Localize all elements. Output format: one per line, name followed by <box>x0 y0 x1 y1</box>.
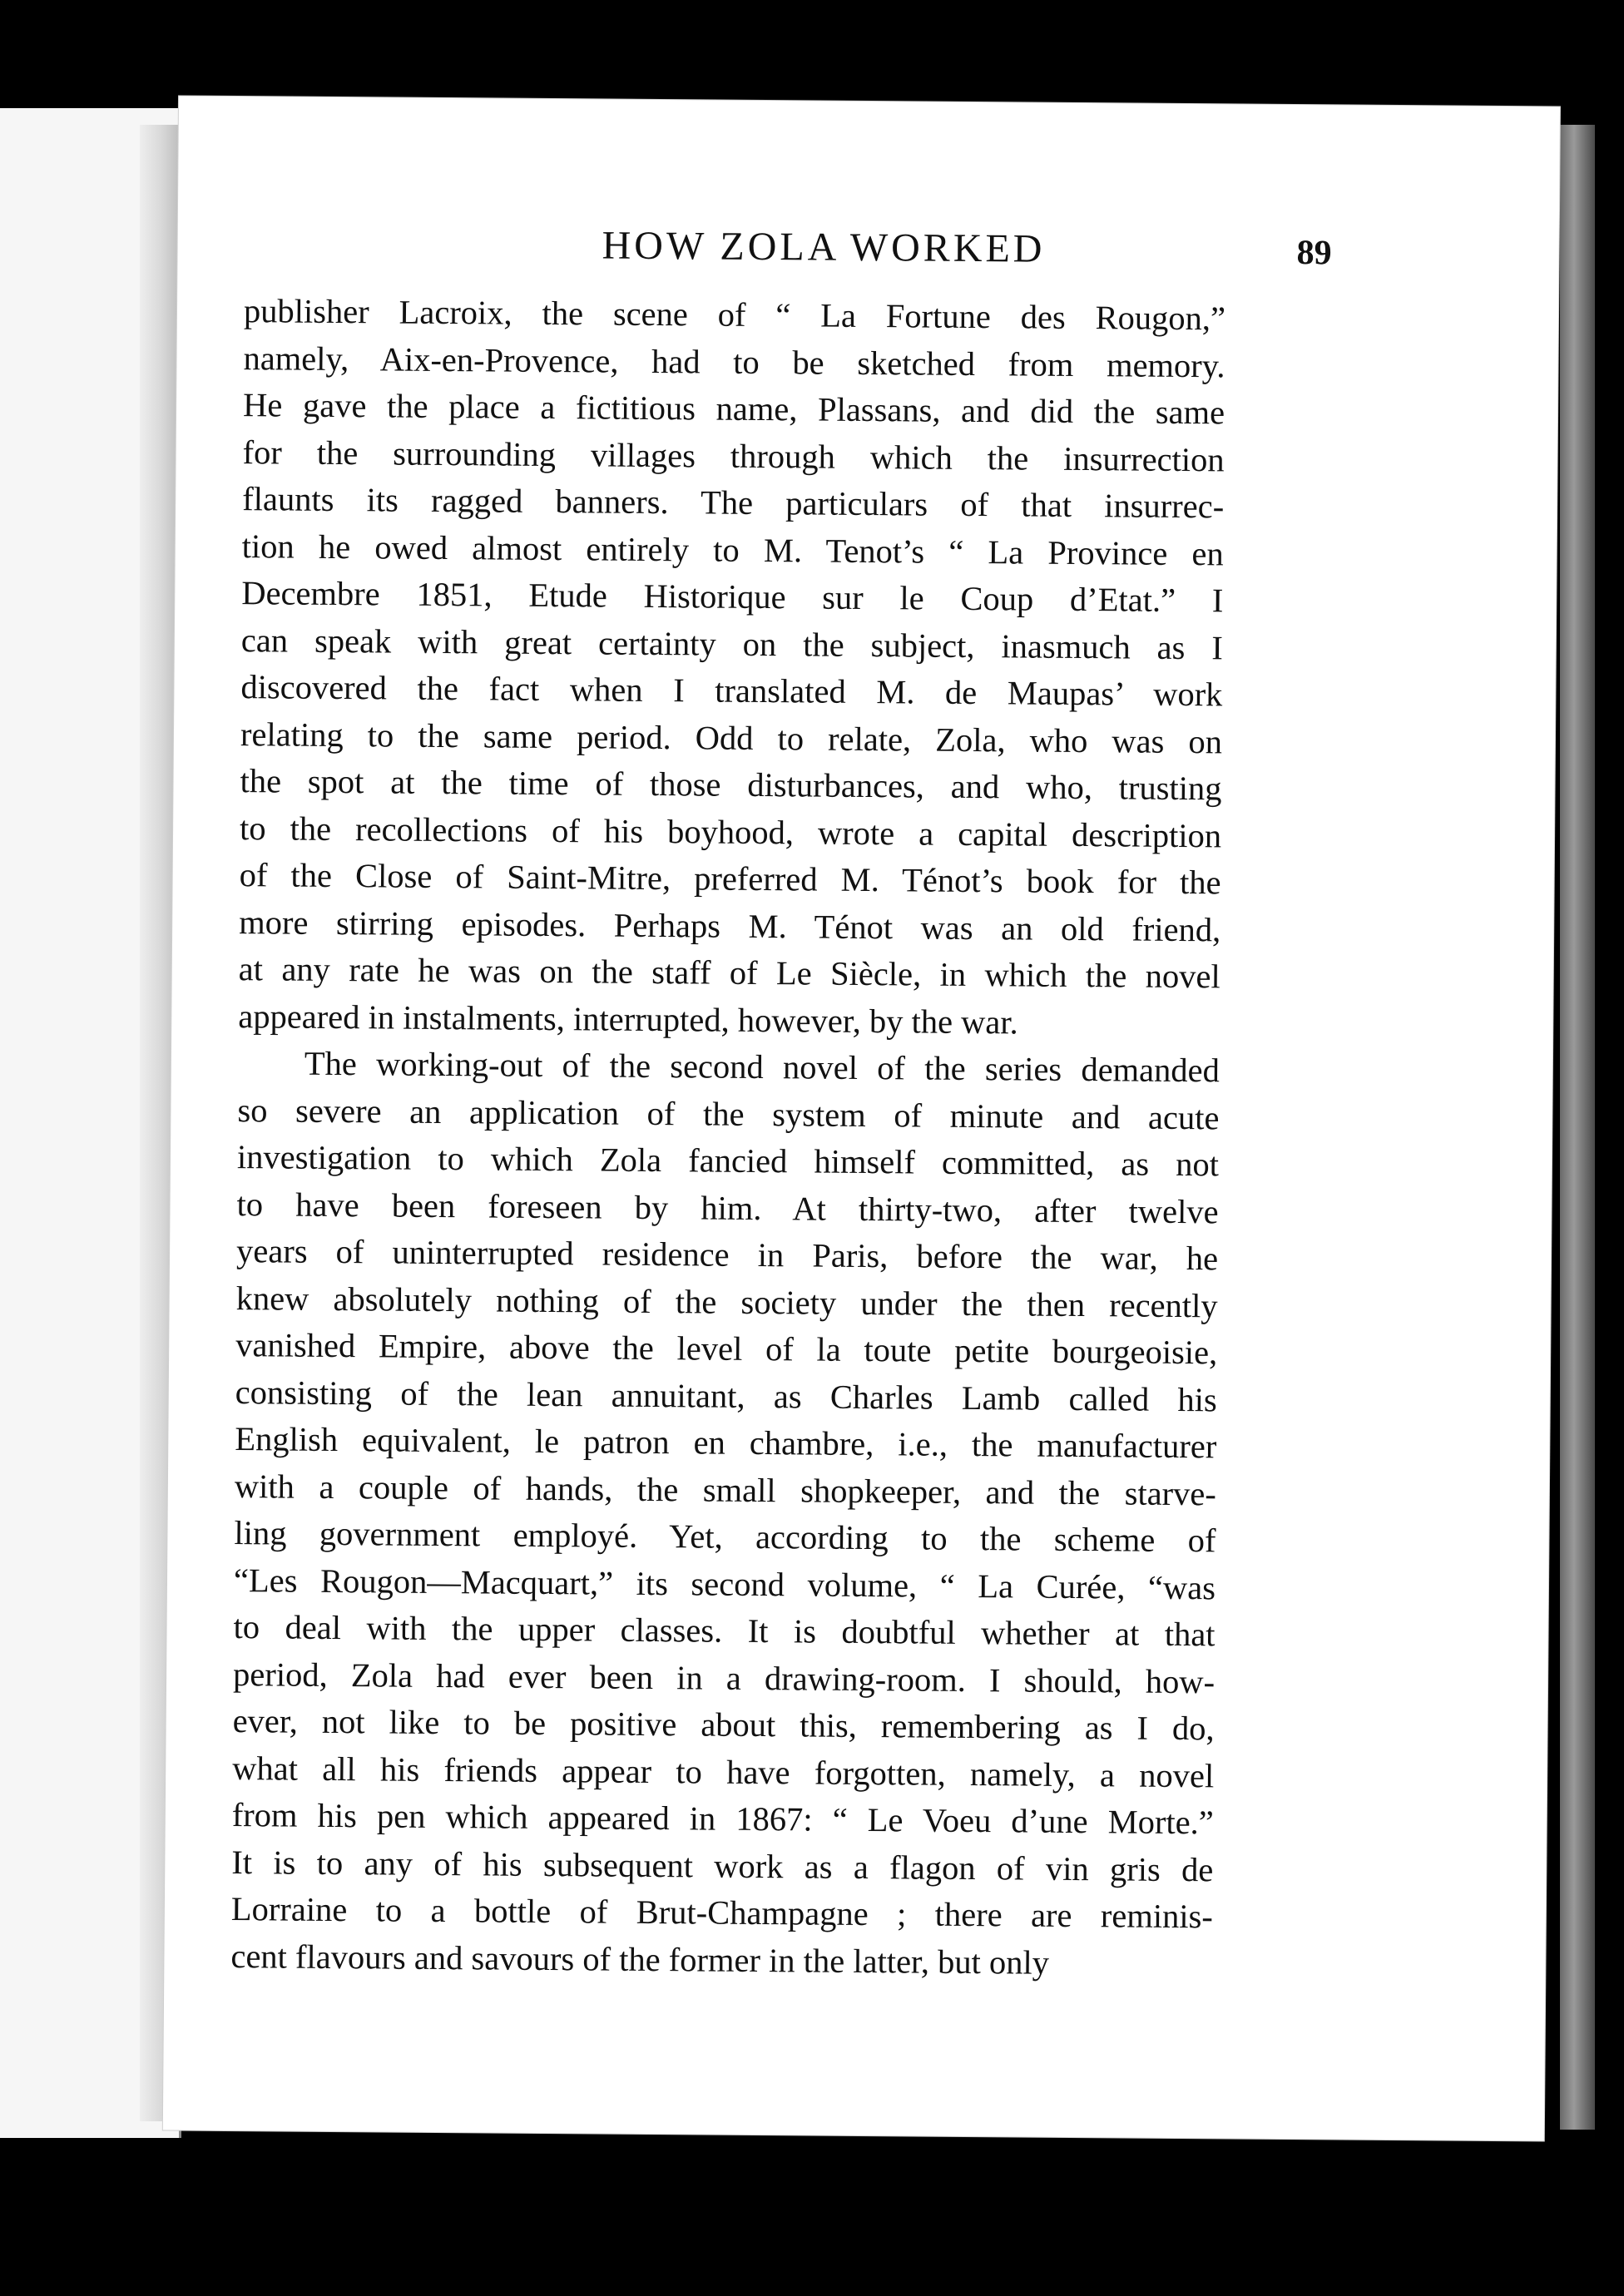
text-line: Lorraine to a bottle of Brut-Champagne ; there are reminis- <box>230 1890 1214 1936</box>
text-line: flaunts its ragged banners. The particulars of that insurrec- <box>242 480 1225 526</box>
text-line: Decembre 1851, Etude Historique sur le Coup d’Etat.” I <box>241 574 1224 620</box>
body-text <box>230 288 1225 1987</box>
text-line: more stirring episodes. Perhaps M. Ténot was an old friend, <box>239 903 1221 948</box>
text-line: the spot at the time of those disturbances, and who, trusting <box>240 762 1222 808</box>
text-line: of the Close of Saint-Mitre, preferred M. Ténot’s book for the <box>239 856 1221 902</box>
text-line: “Les Rougon—Macquart,” its second volume, “ La Curée, “was <box>233 1561 1216 1606</box>
text-line: consisting of the lean annuitant, as Charles Lamb called his <box>235 1373 1217 1418</box>
text-line: to have been foreseen by him. At thirty-two, after twelve <box>236 1185 1219 1230</box>
text-line: period, Zola had ever been in a drawing-room. I should, how- <box>232 1655 1216 1700</box>
text-line: publisher Lacroix, the scene of “ La Fortune des Rougon,” <box>243 292 1226 338</box>
text-line: He gave the place a fictitious name, Plassans, and did the same <box>242 386 1225 432</box>
text-line: at any rate he was on the staff of Le Siècle, in which the novel <box>238 950 1220 996</box>
text-line: English equivalent, le patron en chambre, i.e., the manufacturer <box>235 1420 1217 1466</box>
page-number: 89 <box>1296 234 1332 273</box>
text-line: cent flavours and savours of the former in the latter, but only <box>230 1937 1050 1982</box>
text-line: knew absolutely nothing of the society under the then recently <box>235 1279 1218 1324</box>
running-title: HOW ZOLA WORKED <box>602 223 1046 271</box>
paragraph-2 <box>230 1040 1220 1987</box>
text-line: to deal with the upper classes. It is doubtful whether at that <box>233 1608 1216 1654</box>
text-line: what all his friends appear to have forgotten, namely, a novel <box>232 1749 1215 1794</box>
text-line: vanished Empire, above the level of la toute petite bourgeoisie, <box>235 1326 1218 1372</box>
text-line: years of uninterrupted residence in Paris, before the war, he <box>235 1232 1219 1278</box>
text-line: for the surrounding villages through which the insurrection <box>242 433 1225 478</box>
text-line: relating to the same period. Odd to relate, Zola, who was on <box>240 715 1223 760</box>
text-line: tion he owed almost entirely to M. Tenot’s “ La Province en <box>241 527 1224 572</box>
paragraph-1 <box>238 288 1225 1047</box>
text-line: discovered the fact when I translated M. de Maupas’ work <box>240 668 1223 714</box>
text-line: appeared in instalments, interrupted, however, by the war. <box>238 997 1018 1041</box>
book-page <box>163 96 1560 2140</box>
text-line: ever, not like to be positive about this, remembering as I do, <box>232 1702 1215 1748</box>
text-line: investigation to which Zola fancied himself committed, as not <box>236 1138 1220 1184</box>
page-stack-edge <box>1560 125 1595 2130</box>
text-line: ling government employé. Yet, according to the scheme of <box>234 1514 1216 1560</box>
text-line: The working-out of the second novel of the series demanded <box>304 1044 1220 1090</box>
text-line: from his pen which appeared in 1867: “ Le Voeu d’une Morte.” <box>231 1796 1214 1842</box>
text-line: It is to any of his subsequent work as a flagon of vin gris de <box>231 1843 1214 1888</box>
text-line: to the recollections of his boyhood, wrote a capital description <box>239 809 1222 854</box>
page-header <box>177 219 1559 296</box>
text-line: can speak with great certainty on the subject, inasmuch as I <box>240 621 1224 666</box>
text-line: so severe an application of the system of minute and acute <box>237 1091 1220 1136</box>
text-line: with a couple of hands, the small shopkeeper, and the starve- <box>234 1467 1217 1512</box>
text-line: namely, Aix-en-Provence, had to be sketched from memory. <box>243 339 1225 384</box>
